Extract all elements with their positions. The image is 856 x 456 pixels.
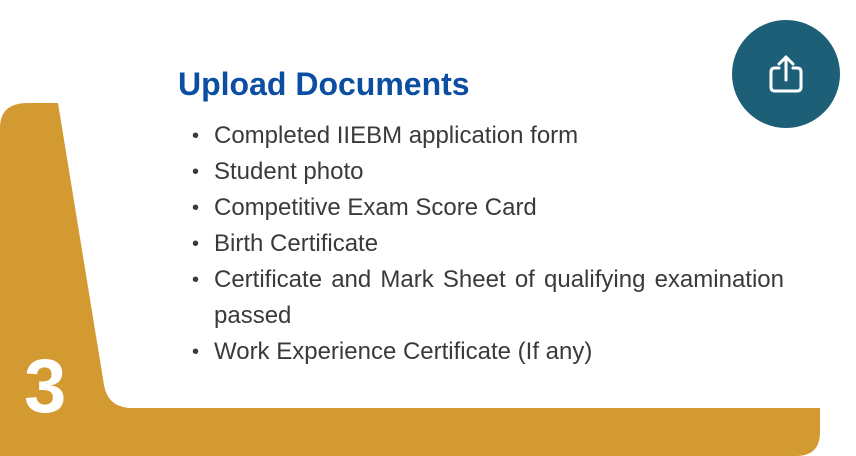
bullet-icon: • bbox=[192, 269, 200, 291]
list-item bbox=[190, 334, 784, 370]
upload-button[interactable] bbox=[732, 20, 840, 128]
bullet-icon: • bbox=[192, 161, 200, 183]
share-upload-icon bbox=[763, 51, 809, 97]
list-item bbox=[190, 226, 784, 262]
list-item-label: Student photo bbox=[214, 158, 364, 185]
bullet-icon: • bbox=[192, 233, 200, 255]
list-item bbox=[190, 262, 784, 334]
bullet-icon: • bbox=[192, 125, 200, 147]
list-item-label: Birth Certificate bbox=[214, 230, 379, 257]
list-item-label: Competitive Exam Score Card bbox=[214, 194, 537, 221]
list-item bbox=[190, 154, 784, 190]
list-item-label: Completed IIEBM application form bbox=[214, 122, 579, 149]
document-list bbox=[190, 118, 784, 370]
step-number: 3 bbox=[24, 344, 67, 429]
bullet-icon: • bbox=[192, 197, 200, 219]
list-item bbox=[190, 118, 784, 154]
bullet-icon: • bbox=[192, 341, 200, 363]
list-item-label: Work Experience Certificate (If any) bbox=[214, 338, 593, 365]
list-item bbox=[190, 190, 784, 226]
section-title: Upload Documents bbox=[178, 66, 470, 102]
list-item-label: Certificate and Mark Sheet of qualifying examination passed bbox=[214, 266, 784, 329]
